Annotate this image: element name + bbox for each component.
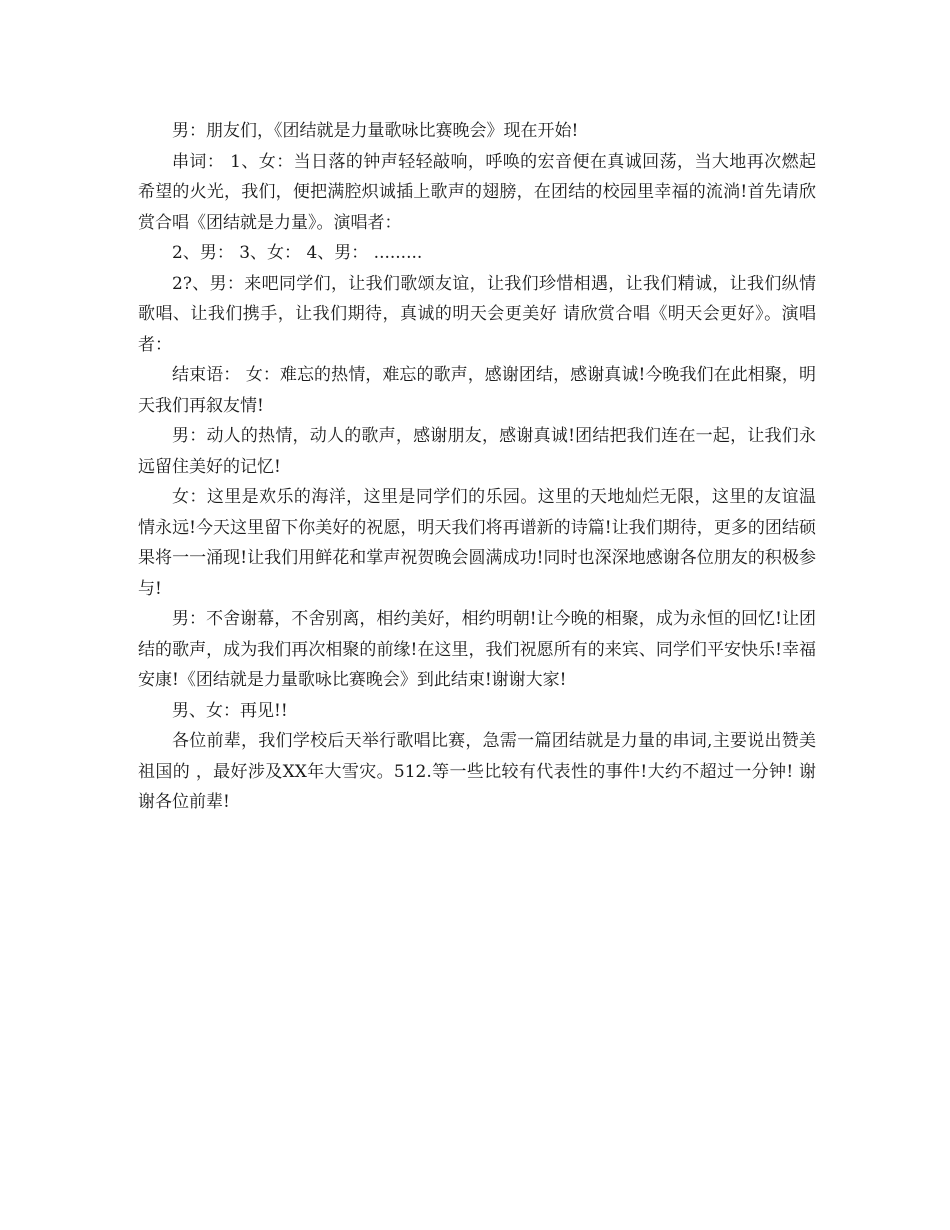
paragraph-host-lines-intro: 串词： 1、女：当日落的钟声轻轻敲响，呼唤的宏音便在真诚回荡，当大地再次燃起希望的火光，我们，便把满腔炽诚插上歌声的翅膀，在团结的校园里幸福的流淌!首先请欣赏合唱《团结就是力量》。演唱者： [138,151,816,233]
paragraph-closing-male-2: 男：不舍谢幕，不舍别离，相约美好，相约明朝!让今晚的相聚，成为永恒的回忆!让团结的歌声，成为我们再次相聚的前缘!在这里，我们祝愿所有的来宾、同学们平安快乐!幸福安康!《团结就是力量歌咏比赛晚会》到此结束!谢谢大家! [138,609,816,690]
paragraph-farewell: 男、女：再见!! [172,700,288,721]
paragraph-request-note: 各位前辈，我们学校后天举行歌唱比赛，急需一篇团结就是力量的串词,主要说出赞美祖国的 ，最好涉及XX年大雪灾。512.等一些比较有代表性的事件!大约不超过一分钟! 谢谢各位前辈! [138,731,816,812]
paragraph-closing-female-2: 女：这里是欢乐的海洋，这里是同学们的乐园。这里的天地灿烂无限，这里的友谊温情永远!今天这里留下你美好的祝愿，明天我们将再谱新的诗篇!让我们期待，更多的团结硕果将一一涌现!让我们用鲜花和掌声祝贺晚会圆满成功!同时也深深地感谢各位朋友的积极参与! [138,487,816,599]
paragraph-host-sequence: 2、男： 3、女： 4、男： ......... [172,243,423,263]
paragraph-closing-female: 结束语： 女：难忘的热情，难忘的歌声，感谢团结，感谢真诚!今晚我们在此相聚，明天我们再叙友情! [138,365,816,416]
document-body [138,116,816,818]
paragraph-closing-male: 男：动人的热情，动人的歌声，感谢朋友，感谢真诚!团结把我们连在一起，让我们永远留住美好的记忆! [138,426,816,477]
paragraph-opening: 男：朋友们，《团结就是力量歌咏比赛晚会》现在开始! [172,121,579,141]
paragraph-second-song: 2?、男：来吧同学们，让我们歌颂友谊，让我们珍惜相遇，让我们精诚，让我们纵情歌唱、让我们携手，让我们期待，真诚的明天会更美好 请欣赏合唱《明天会更好》。演唱者： [138,273,816,355]
